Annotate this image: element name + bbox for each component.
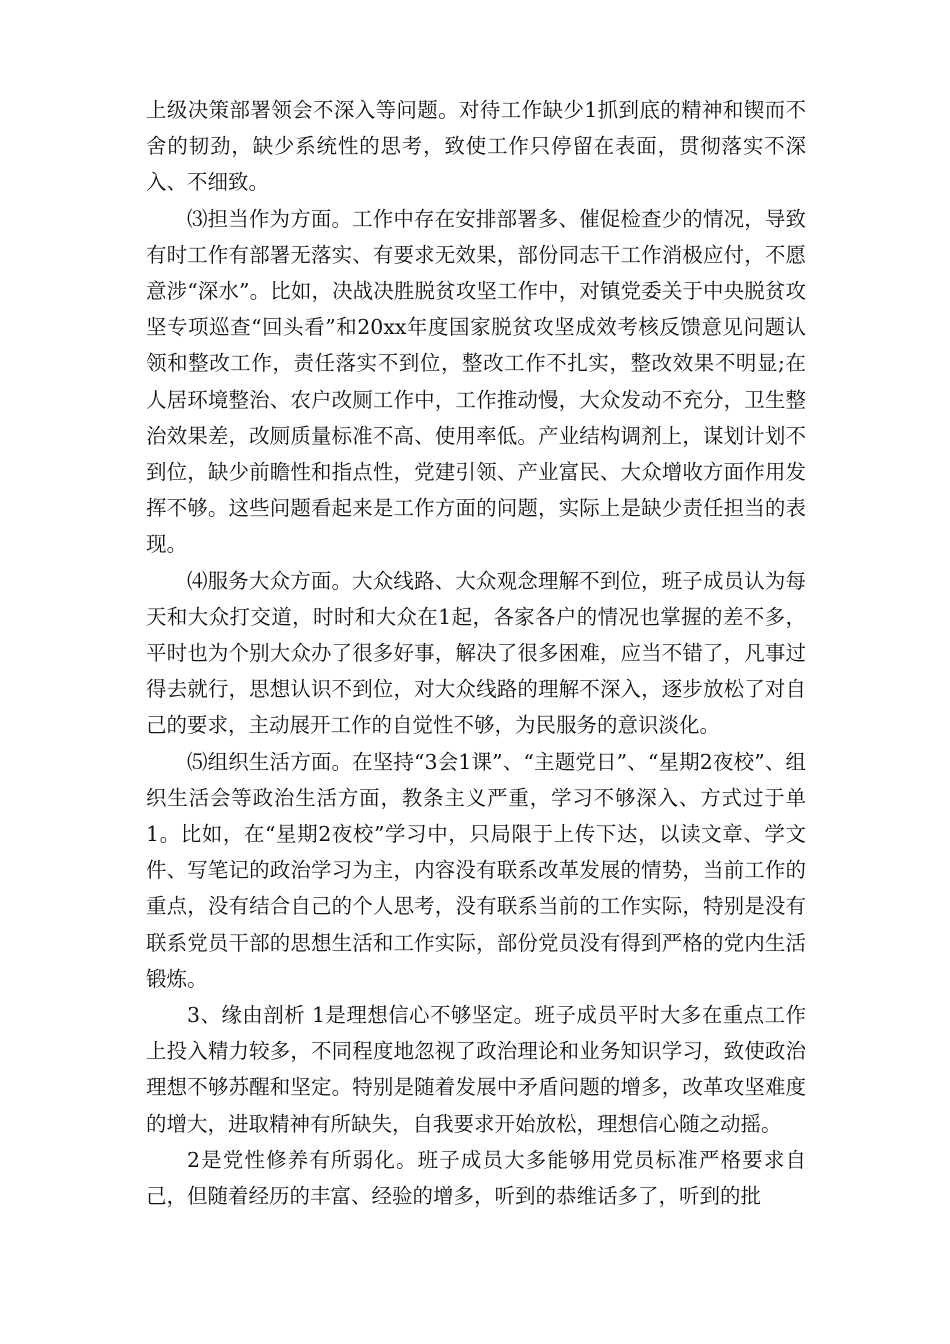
paragraph-2: ⑶担当作为方面。工作中存在安排部署多、催促检查少的情况，导致有时工作有部署无落实、有要求无效果，部份同志干工作消极应付，不愿意涉“深水”。比如，决战决胜脱贫攻坚工作中，对镇党委关于中央脱贫攻坚专项巡查“回头看”和20xx年度国家脱贫攻坚成效考核反馈意见问题认领和整改工作，责任落实不到位，整改工作不扎实，整改效果不明显;在人居环境整治、农户改厕工作中，工作推动慢，大众发动不充分，卫生整治效果差，改厕质量标准不高、使用率低。产业结构调剂上，谋划计划不到位，缺少前瞻性和指点性，党建引领、产业富民、大众增收方面作用发挥不够。这些问题看起来是工作方面的问题，实际上是缺少责任担当的表现。 xyxy=(146,206,806,557)
document-body xyxy=(146,92,806,1214)
paragraph-6: 2是党性修养有所弱化。班子成员大多能够用党员标准严格要求自己，但随着经历的丰富、经验的增多，听到的恭维话多了，听到的批 xyxy=(146,1147,806,1209)
paragraph-5: 3、缘由剖析 1是理想信心不够坚定。班子成员平时大多在重点工作上投入精力较多，不同程度地忽视了政治理论和业务知识学习，致使政治理想不够苏醒和坚定。特别是随着发展中矛盾问题的增多，改革攻坚难度的增大，进取精神有所缺失，自我要求开始放松，理想信心随之动摇。 xyxy=(146,1003,806,1136)
paragraph-4: ⑸组织生活方面。在坚持“3会1课”、“主题党日”、“星期2夜校”、组织生活会等政治生活方面，教条主义严重，学习不够深入、方式过于单1。比如，在“星期2夜校”学习中，只局限于上传下达，以读文章、学文件、写笔记的政治学习为主，内容没有联系改革发展的情势，当前工作的重点，没有结合自己的个人思考，没有联系当前的工作实际，特别是没有联系党员干部的思想生活和工作实际，部份党员没有得到严格的党内生活锻炼。 xyxy=(146,749,806,991)
paragraph-3: ⑷服务大众方面。大众线路、大众观念理解不到位，班子成员认为每天和大众打交道，时时和大众在1起，各家各户的情况也掌握的差不多，平时也为个别大众办了很多好事，解决了很多困难，应当不错了，凡事过得去就行，思想认识不到位，对大众线路的理解不深入，逐步放松了对自己的要求，主动展开工作的自觉性不够，为民服务的意识淡化。 xyxy=(146,568,806,738)
paragraph-1: 上级决策部署领会不深入等问题。对待工作缺少1抓到底的精神和锲而不舍的韧劲，缺少系统性的思考，致使工作只停留在表面，贯彻落实不深入、不细致。 xyxy=(146,98,806,195)
